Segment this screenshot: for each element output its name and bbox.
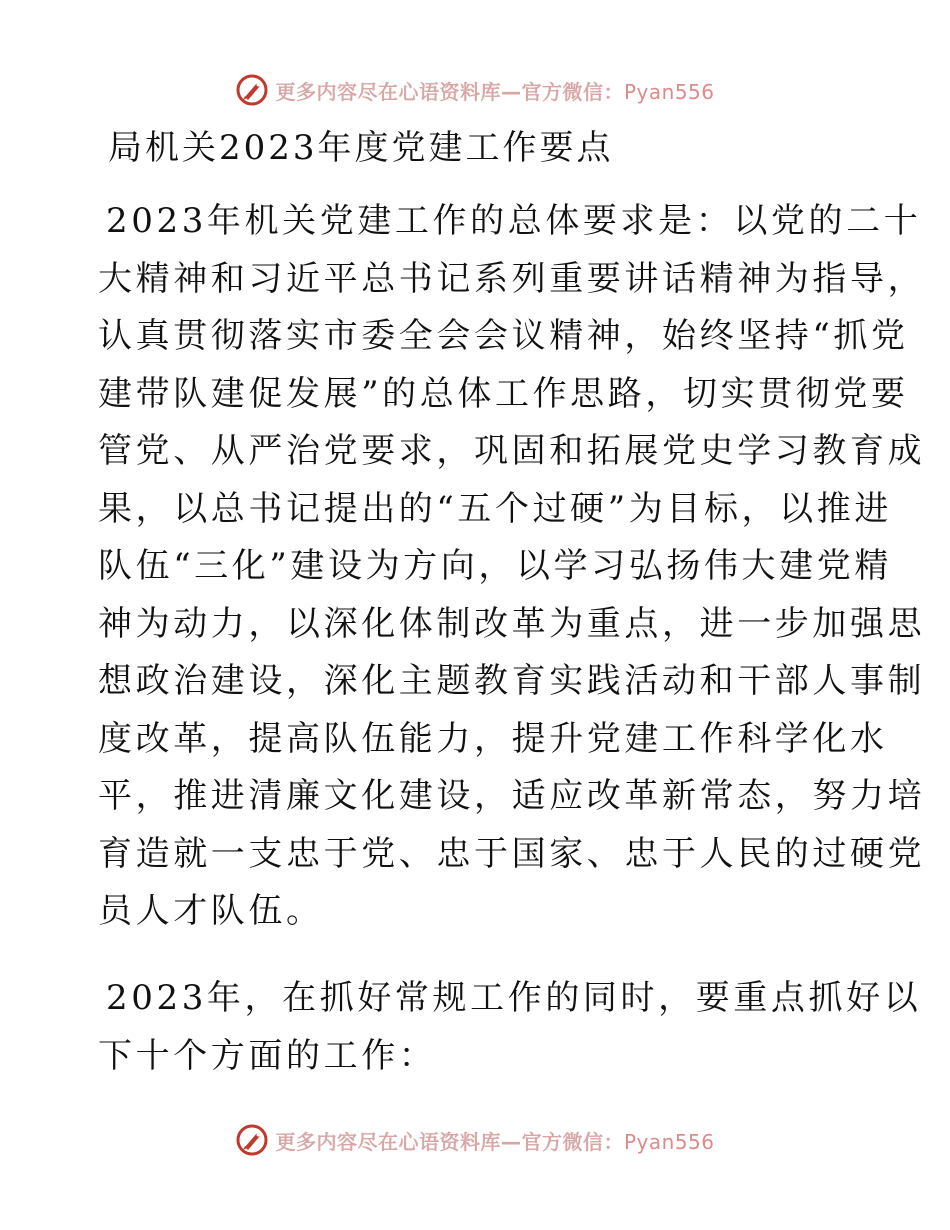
- paragraph-line: 想政治建设，深化主题教育实践活动和干部人事制: [98, 661, 926, 701]
- paragraph-line: 度改革，提高队伍能力，提升党建工作科学化水: [98, 718, 888, 759]
- paragraph-key-tasks-intro: [98, 970, 922, 1085]
- paragraph-line: 队伍“三化”建设为方向，以学习弘扬伟大建党精: [98, 546, 892, 586]
- pen-nib-logo-icon: [235, 1123, 269, 1157]
- footer-watermark: [0, 1120, 950, 1160]
- paragraph-line: 建带队建促发展”的总体工作思路，切实贯彻党要: [98, 373, 909, 414]
- paragraph-line: 认真贯彻落实市委全会会议精神，始终坚持“抓党: [98, 316, 909, 356]
- document-title: 局机关2023年度党建工作要点: [108, 128, 614, 168]
- paragraph-general-requirements: [98, 193, 926, 941]
- paragraph-line: 果，以总书记提出的“五个过硬”为目标，以推进: [98, 488, 892, 529]
- paragraph-line: 大精神和习近平总书记系列重要讲话精神为指导，: [98, 258, 926, 299]
- paragraph-line: 神为动力，以深化体制改革为重点，进一步加强思: [98, 603, 926, 644]
- paragraph-line: 2023年，在抓好常规工作的同时，要重点抓好以: [106, 978, 922, 1018]
- paragraph-line: 管党、从严治党要求，巩固和拓展党史学习教育成: [98, 431, 926, 471]
- watermark-text: 更多内容尽在心语资料库—官方微信：Pyan556: [275, 1129, 715, 1154]
- header-watermark: [0, 70, 950, 110]
- paragraph-line: 平，推进清廉文化建设，适应改革新常态，努力培: [98, 776, 926, 816]
- paragraph-line: 2023年机关党建工作的总体要求是：以党的二十: [106, 201, 922, 241]
- paragraph-line: 下十个方面的工作：: [98, 1035, 437, 1076]
- paragraph-line: 员人才队伍。: [98, 891, 324, 931]
- pen-nib-logo-icon: [235, 73, 269, 107]
- paragraph-line: 育造就一支忠于党、忠于国家、忠于人民的过硬党: [98, 833, 926, 874]
- watermark-text: 更多内容尽在心语资料库—官方微信：Pyan556: [275, 79, 715, 104]
